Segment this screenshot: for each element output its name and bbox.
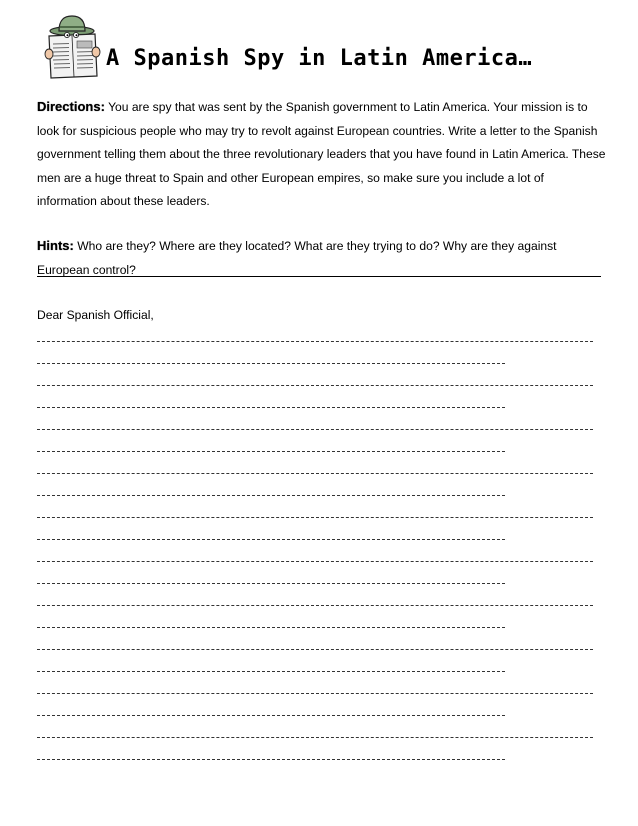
hints-divider: [37, 276, 601, 277]
directions-paragraph: [37, 95, 607, 214]
worksheet-title: A Spanish Spy in Latin America…: [106, 46, 533, 71]
writing-line[interactable]: [37, 605, 593, 606]
letter-salutation: Dear Spanish Official,: [37, 308, 154, 322]
writing-line[interactable]: [37, 495, 505, 496]
hints-paragraph: [37, 234, 607, 282]
writing-line[interactable]: [37, 517, 593, 518]
writing-line[interactable]: [37, 385, 593, 386]
hints-text: Who are they? Where are they located? What are they trying to do? Why are they against European control?: [37, 239, 557, 277]
writing-line[interactable]: [37, 737, 593, 738]
writing-line[interactable]: [37, 715, 505, 716]
writing-line[interactable]: [37, 341, 593, 342]
writing-line[interactable]: [37, 583, 505, 584]
writing-line[interactable]: [37, 539, 505, 540]
writing-line[interactable]: [37, 671, 505, 672]
directions-label: Directions:: [37, 99, 105, 114]
writing-line[interactable]: [37, 627, 505, 628]
spy-newspaper-icon: [42, 14, 104, 80]
writing-line[interactable]: [37, 429, 593, 430]
directions-text: You are spy that was sent by the Spanish government to Latin America. Your mission is to look for suspicious people who may try to revolt against European countries. Write a letter to the Spanish government telling them about the three revolutionary leaders that you have found in Latin America. These men are a huge threat to Spain and other European empires, so make sure you include a lot of information about these leaders.: [37, 100, 606, 208]
writing-area[interactable]: [37, 341, 597, 781]
hints-label: Hints:: [37, 238, 74, 253]
writing-line[interactable]: [37, 759, 505, 760]
writing-line[interactable]: [37, 649, 593, 650]
writing-line[interactable]: [37, 693, 593, 694]
writing-line[interactable]: [37, 561, 593, 562]
writing-line[interactable]: [37, 451, 505, 452]
writing-line[interactable]: [37, 407, 505, 408]
writing-line[interactable]: [37, 363, 505, 364]
writing-line[interactable]: [37, 473, 593, 474]
